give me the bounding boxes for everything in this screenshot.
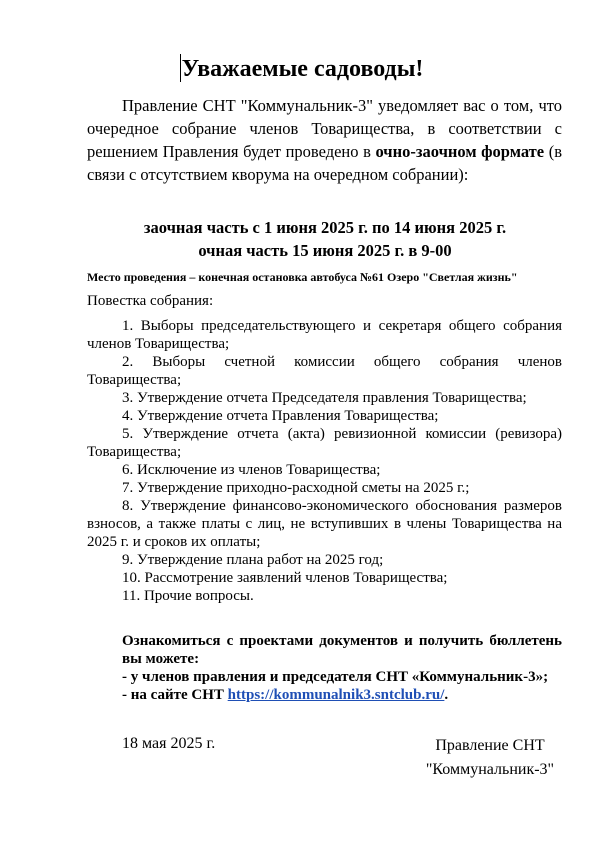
signature-block: [410, 734, 570, 782]
dates-line-remote: заочная часть с 1 июня 2025 г. по 14 июня 2025 г.: [143, 218, 507, 237]
page-title-text: Уважаемые садоводы!: [181, 56, 424, 82]
agenda-item: 9. Утверждение плана работ на 2025 год;: [122, 552, 384, 568]
meeting-place: Место проведения – конечная остановка автобуса №61 Озеро "Светлая жизнь": [87, 270, 518, 284]
page-title: [0, 54, 603, 84]
notice-line-board: - у членов правления и председателя СНТ «Коммунальник-3»;: [122, 669, 549, 685]
signature-line-org: "Коммунальник-3": [425, 761, 555, 778]
agenda-item: 11. Прочие вопросы.: [122, 588, 254, 604]
notice-date: 18 мая 2025 г.: [122, 735, 216, 752]
notice-line-website: - на сайте СНТ https://kommunalnik3.sntclub.ru/.: [122, 687, 449, 703]
agenda-item: 10. Рассмотрение заявлений членов Товарищества;: [122, 570, 448, 586]
agenda-item: 4. Утверждение отчета Правления Товарищества;: [122, 408, 439, 424]
meeting-dates: [60, 216, 590, 262]
intro-tail: (в связи с отсутствием кворума на очередном собрании):: [87, 142, 562, 184]
text-cursor: [180, 54, 181, 82]
agenda-item: 3. Утверждение отчета Председателя правления Товарищества;: [122, 390, 527, 406]
intro-paragraph: [87, 94, 562, 186]
documents-notice: [87, 632, 562, 704]
intro-format: очно-заочном формате: [375, 142, 545, 161]
agenda-item: 6. Исключение из членов Товарищества;: [122, 462, 381, 478]
notice-line-documents: Ознакомиться с проектами документов и получить бюллетень вы можете:: [122, 633, 562, 667]
agenda-item: 1. Выборы председательствующего и секретаря общего собрания членов Товарищества;: [87, 318, 562, 352]
agenda-item: 2. Выборы счетной комиссии общего собрания членов Товарищества;: [87, 354, 562, 388]
agenda-list: [87, 317, 562, 605]
agenda-item: 8. Утверждение финансово-экономического обоснования размеров взносов, а также платы с лиц, не вступивших в члены Товарищества на 2025 г. и сроков их оплаты;: [87, 498, 562, 550]
website-link[interactable]: https://kommunalnik3.sntclub.ru/: [227, 687, 445, 703]
agenda-heading: Повестка собрания:: [87, 293, 214, 309]
intro-lead: Правление СНТ "Коммунальник-3" уведомляет вас о том, что очередное собрание членов Товарищества, в соответствии с решением Правления будет проведено в: [87, 96, 562, 161]
agenda-item: 7. Утверждение приходно-расходной сметы на 2025 г.;: [122, 480, 470, 496]
signature-line-board: Правление СНТ: [435, 737, 545, 754]
agenda-item: 5. Утверждение отчета (акта) ревизионной комиссии (ревизора) Товарищества;: [87, 426, 562, 460]
dates-line-inperson: очная часть 15 июня 2025 г. в 9-00: [198, 241, 452, 260]
